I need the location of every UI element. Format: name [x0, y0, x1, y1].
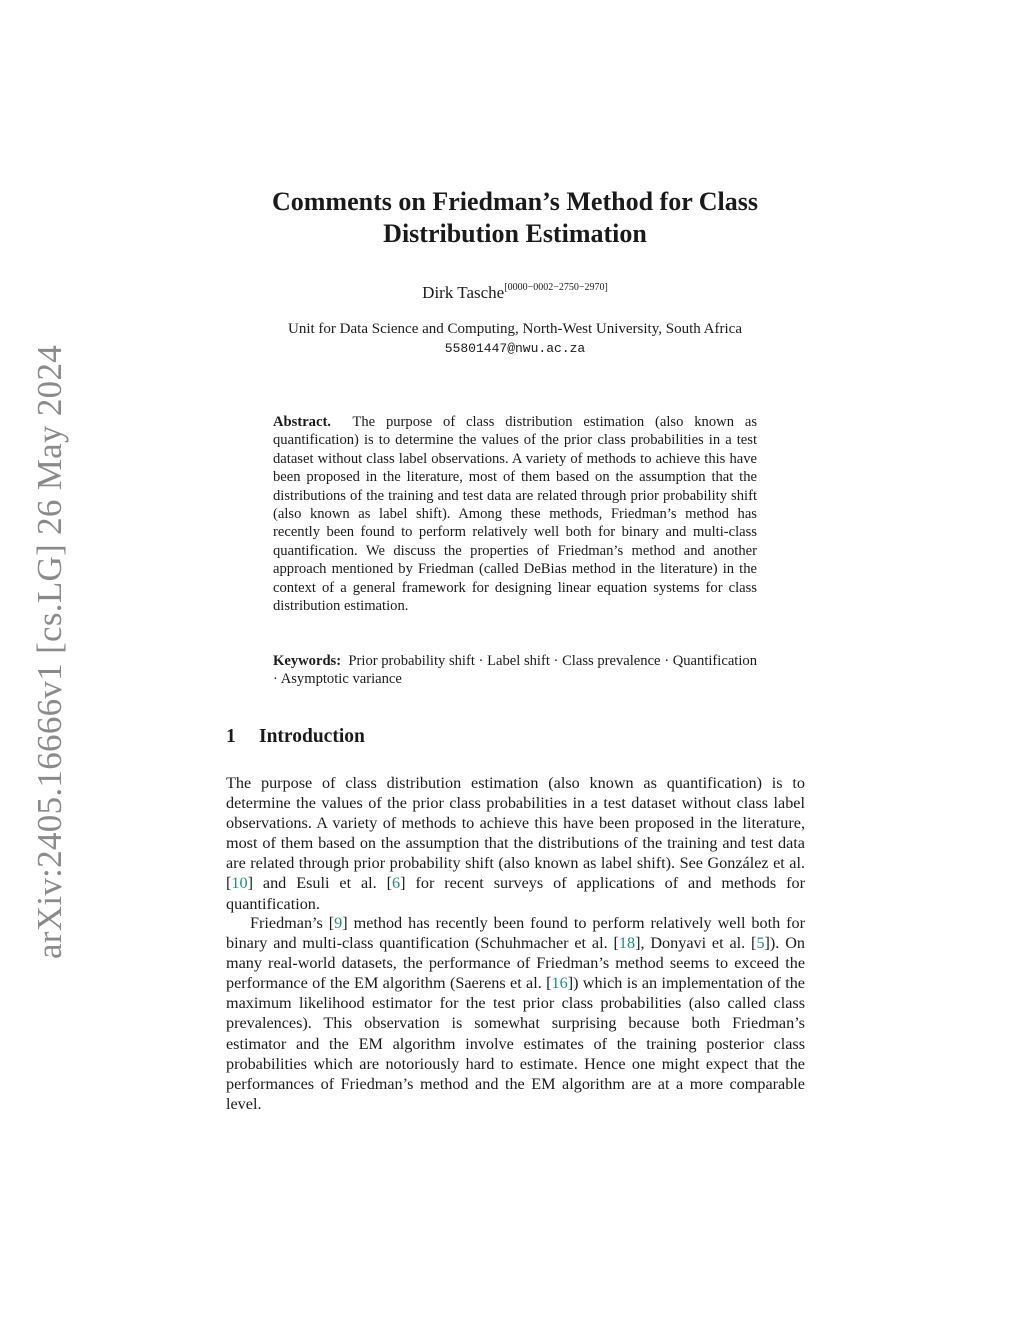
citation-link[interactable]: 6 — [392, 874, 401, 893]
abstract-text: The purpose of class distribution estimation (also known as quantification) is to determine the values of the prior class probabilities in a test dataset without class label observations. A variety of methods to achieve this have been proposed in the literature, most of them based on the assumption that the distributions of the training and test data are related through prior probability shift (also known as label shift). Among these methods, Friedman’s method has recently been found to perform relatively well both for binary and multi-class quantification. We discuss the properties of Friedman’s method and another approach mentioned by Friedman (called DeBias method in the literature) in the context of a general framework for designing linear equation systems for class distribution estimation. — [273, 414, 757, 615]
arxiv-identifier: arXiv:2405.16666v1 [cs.LG] 26 May 2024 — [30, 344, 69, 960]
p1-text-a: The purpose of class distribution estimation (also known as quantification) is to determine the values of the prior class probabilities in a test dataset without class label observations. A variety of methods to achieve this have been proposed in the literature, most of them based on the assumption that the distributions of the training and test data are related through prior probability shift (also known as label shift). See González et al. [ — [226, 774, 805, 893]
section-heading-introduction — [226, 726, 365, 748]
author-line — [180, 283, 850, 303]
p2-text-d: ]). On many real-world datasets, the performance of Friedman’s method seems to exceed the performance of the EM algorithm (Saerens et al. [ — [226, 934, 805, 993]
title-line-1: Comments on Friedman’s Method for Class — [271, 187, 759, 216]
p2-text-e: ]) which is an implementation of the maximum likelihood estimator for the test prior class probabilities (also called class prevalences). This observation is somewhat surprising because both Friedman’s estimator and the EM algorithm involve estimates of the training posterior class probabilities which are notoriously hard to estimate. Hence one might expect that the performances of Friedman’s method and the EM algorithm are at a more comparable level. — [226, 974, 805, 1113]
abstract-label: Abstract. — [273, 414, 331, 430]
p2-text-c: ], Donyavi et al. [ — [635, 934, 757, 953]
author-orcid[interactable]: [0000−0002−2750−2970] — [504, 282, 608, 293]
paper-title — [180, 186, 850, 250]
p1-text-c: ] for recent surveys of applications of and methods for quantification. — [226, 874, 806, 913]
keywords-text: Prior probability shift · Label shift · Class prevalence · Quantification · Asymptotic variance — [273, 653, 757, 688]
intro-paragraph-2 — [226, 913, 805, 1114]
citation-link[interactable]: 18 — [618, 934, 636, 953]
affiliation: Unit for Data Science and Computing, North-West University, South Africa — [288, 321, 742, 337]
citation-link[interactable]: 16 — [551, 974, 568, 993]
p1-text-b: ] and Esuli et al. [ — [247, 874, 393, 893]
author-email[interactable]: 55801447@nwu.ac.za — [444, 341, 586, 356]
citation-link[interactable]: 9 — [334, 914, 343, 932]
intro-paragraph-1 — [226, 773, 805, 914]
affiliation-block — [180, 319, 850, 359]
citation-link[interactable]: 5 — [756, 934, 765, 953]
section-number: 1 — [226, 726, 236, 747]
p2-text-a: Friedman’s [ — [250, 914, 335, 932]
keywords — [273, 652, 757, 689]
p2-text-b: ] method has recently been found to perform relatively well both for binary and multi-class quantification (Schuhmacher et al. [ — [226, 914, 805, 953]
keywords-label: Keywords: — [273, 653, 342, 669]
author-name: Dirk Tasche — [422, 283, 505, 302]
title-line-2: Distribution Estimation — [383, 219, 647, 248]
citation-link[interactable]: 10 — [231, 874, 248, 893]
section-title: Introduction — [259, 726, 365, 747]
abstract — [273, 413, 757, 615]
